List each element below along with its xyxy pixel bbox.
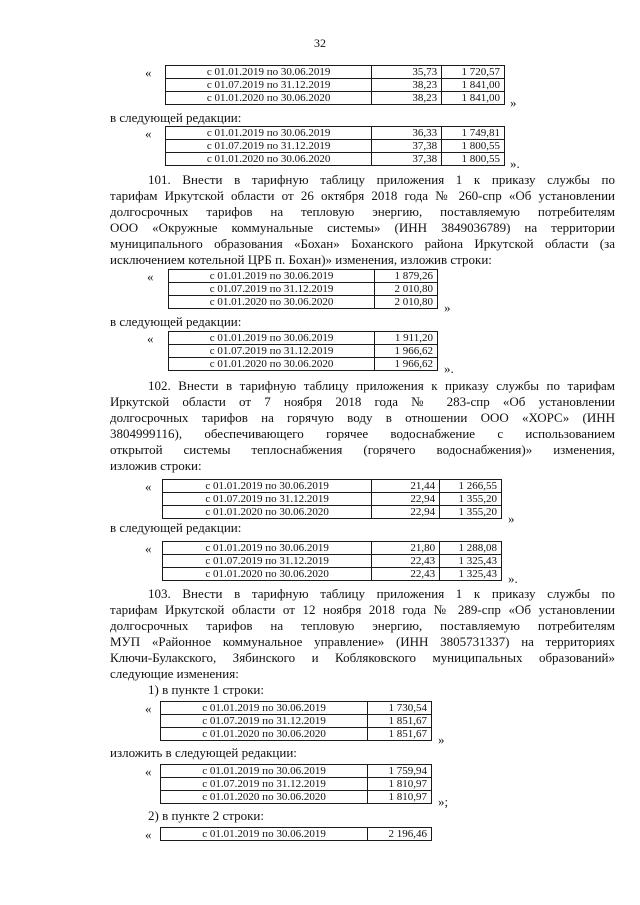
period-cell: с 01.01.2019 по 30.06.2019	[161, 702, 368, 715]
period-cell: с 01.01.2020 по 30.06.2020	[161, 791, 368, 804]
period-cell: с 01.01.2019 по 30.06.2019	[163, 542, 372, 555]
value-cell: 38,23	[372, 92, 442, 105]
item-103-line-4: МУП «Районное коммунальное управление» (ИНН 3805731337) на территориях	[110, 634, 615, 649]
value-cell: 1 288,08	[440, 542, 502, 555]
table-row	[163, 568, 502, 581]
table-row	[166, 140, 505, 153]
close-quote: ».	[508, 571, 518, 586]
open-quote: «	[145, 764, 152, 779]
tariff-table-2-new	[168, 331, 438, 371]
value-cell: 2 010,80	[375, 283, 438, 296]
table-row	[169, 283, 438, 296]
open-quote: «	[145, 479, 152, 494]
period-cell: с 01.01.2020 по 30.06.2020	[166, 153, 372, 166]
value-cell: 22,43	[372, 555, 440, 568]
point-1-label: 1) в пункте 1 строки:	[148, 682, 264, 697]
value-cell: 1 759,94	[368, 765, 432, 778]
value-cell: 1 355,20	[440, 506, 502, 519]
period-cell: с 01.01.2019 по 30.06.2019	[161, 828, 368, 841]
open-quote: «	[145, 827, 152, 842]
table-row	[161, 702, 432, 715]
open-quote: «	[145, 126, 152, 141]
item-101-line-5: муниципального образования «Бохан» Боханского района Иркутской области (за	[110, 236, 615, 251]
table-row	[169, 345, 438, 358]
value-cell: 1 720,57	[442, 66, 505, 79]
period-cell: с 01.07.2019 по 31.12.2019	[166, 79, 372, 92]
value-cell: 2 196,46	[368, 828, 432, 841]
open-quote: «	[147, 269, 154, 284]
open-quote: «	[145, 701, 152, 716]
item-102-line-6: изложив строки:	[110, 458, 202, 473]
item-101-line-4: ООО «Окружные коммунальные системы» (ИНН 3849036789) на территории	[110, 220, 615, 235]
item-101-line-1: 101. Внести в тарифную таблицу приложения 1 к приказу службы по	[148, 172, 615, 187]
table-row	[169, 332, 438, 345]
redaction-label: в следующей редакции:	[110, 110, 242, 125]
item-103-line-6: следующие изменения:	[110, 666, 239, 681]
table-row	[163, 542, 502, 555]
period-cell: с 01.01.2019 по 30.06.2019	[166, 66, 372, 79]
period-cell: с 01.01.2020 по 30.06.2020	[169, 296, 375, 309]
period-cell: с 01.01.2019 по 30.06.2019	[161, 765, 368, 778]
item-102-line-2: Иркутской области от 7 ноября 2018 года № 283-спр «Об установлении	[110, 394, 615, 409]
period-cell: с 01.01.2020 по 30.06.2020	[163, 568, 372, 581]
item-102-line-5: открытой системы теплоснабжения (горячего водоснабжения)» изменения,	[110, 442, 615, 457]
value-cell: 37,38	[372, 140, 442, 153]
open-quote: «	[145, 541, 152, 556]
value-cell: 1 851,67	[368, 715, 432, 728]
tariff-table-5-old	[160, 827, 432, 841]
table-row	[161, 828, 432, 841]
value-cell: 38,23	[372, 79, 442, 92]
item-101-line-3: долгосрочных тарифов на тепловую энергию, поставляемую потребителям	[110, 204, 615, 219]
period-cell: с 01.07.2019 по 31.12.2019	[163, 555, 372, 568]
item-101-line-6: исключением котельной ЦРБ п. Бохан)» изменения, изложив строки:	[110, 252, 492, 267]
close-quote: »	[510, 95, 517, 110]
value-cell: 1 355,20	[440, 493, 502, 506]
tariff-table-2-old	[168, 269, 438, 309]
value-cell: 22,94	[372, 493, 440, 506]
tariff-table-1-old	[165, 65, 505, 105]
item-103-line-3: долгосрочных тарифов на тепловую энергию, поставляемую потребителям	[110, 618, 615, 633]
tariff-table-1-new	[165, 126, 505, 166]
value-cell: 2 010,80	[375, 296, 438, 309]
table-row	[169, 296, 438, 309]
table-row	[161, 715, 432, 728]
open-quote: «	[147, 331, 154, 346]
period-cell: с 01.01.2019 по 30.06.2019	[169, 270, 375, 283]
period-cell: с 01.07.2019 по 31.12.2019	[161, 715, 368, 728]
period-cell: с 01.01.2020 по 30.06.2020	[166, 92, 372, 105]
value-cell: 1 800,55	[442, 140, 505, 153]
value-cell: 1 730,54	[368, 702, 432, 715]
close-quote: »	[508, 511, 515, 526]
point-2-label: 2) в пункте 2 строки:	[148, 808, 264, 823]
period-cell: с 01.01.2019 по 30.06.2019	[169, 332, 375, 345]
period-cell: с 01.07.2019 по 31.12.2019	[169, 345, 375, 358]
value-cell: 36,33	[372, 127, 442, 140]
table-row	[166, 79, 505, 92]
value-cell: 1 841,00	[442, 92, 505, 105]
table-row	[163, 506, 502, 519]
value-cell: 37,38	[372, 153, 442, 166]
table-row	[161, 765, 432, 778]
close-quote: ».	[444, 361, 454, 376]
close-quote: »;	[438, 794, 449, 809]
period-cell: с 01.01.2020 по 30.06.2020	[169, 358, 375, 371]
period-cell: с 01.01.2019 по 30.06.2019	[166, 127, 372, 140]
value-cell: 1 325,43	[440, 568, 502, 581]
tariff-table-4-new	[160, 764, 432, 804]
close-quote: »	[444, 300, 451, 315]
period-cell: с 01.07.2019 по 31.12.2019	[169, 283, 375, 296]
value-cell: 21,80	[372, 542, 440, 555]
item-102-line-4: 3804999116), обеспечивающего горячее водоснабжение с использованием	[110, 426, 615, 441]
value-cell: 1 325,43	[440, 555, 502, 568]
tariff-table-3-old	[162, 479, 502, 519]
item-102-line-3: долгосрочных тарифов на горячую воду в отношении ООО «ХОРС» (ИНН	[110, 410, 615, 425]
table-row	[166, 92, 505, 105]
period-cell: с 01.01.2020 по 30.06.2020	[161, 728, 368, 741]
table-row	[166, 66, 505, 79]
item-103-line-2: тарифам Иркутской области от 12 ноября 2018 года № 289-спр «Об установлении	[110, 602, 615, 617]
value-cell: 1 266,55	[440, 480, 502, 493]
value-cell: 1 911,20	[375, 332, 438, 345]
close-quote: ».	[510, 156, 520, 171]
item-101-line-2: тарифам Иркутской области от 26 октября 2018 года № 260-спр «Об установлении	[110, 188, 615, 203]
value-cell: 1 966,62	[375, 358, 438, 371]
table-row	[166, 127, 505, 140]
redaction-label: в следующей редакции:	[110, 520, 242, 535]
item-103-line-1: 103. Внести в тарифную таблицу приложения 1 к приказу службы по	[148, 586, 615, 601]
open-quote: «	[145, 65, 152, 80]
page-number: 32	[314, 36, 326, 50]
value-cell: 1 810,97	[368, 778, 432, 791]
period-cell: с 01.01.2020 по 30.06.2020	[163, 506, 372, 519]
value-cell: 1 800,55	[442, 153, 505, 166]
redaction-label: в следующей редакции:	[110, 314, 242, 329]
value-cell: 1 966,62	[375, 345, 438, 358]
table-row	[163, 493, 502, 506]
value-cell: 1 841,00	[442, 79, 505, 92]
table-row	[161, 778, 432, 791]
value-cell: 1 851,67	[368, 728, 432, 741]
table-row	[163, 480, 502, 493]
period-cell: с 01.07.2019 по 31.12.2019	[163, 493, 372, 506]
value-cell: 21,44	[372, 480, 440, 493]
period-cell: с 01.01.2019 по 30.06.2019	[163, 480, 372, 493]
value-cell: 1 810,97	[368, 791, 432, 804]
table-row	[169, 270, 438, 283]
table-row	[166, 153, 505, 166]
item-102-line-1: 102. Внести в тарифную таблицу приложения к приказу службы по тарифам	[148, 378, 615, 393]
table-row	[169, 358, 438, 371]
value-cell: 1 879,26	[375, 270, 438, 283]
value-cell: 1 749,81	[442, 127, 505, 140]
table-row	[161, 728, 432, 741]
period-cell: с 01.07.2019 по 31.12.2019	[161, 778, 368, 791]
period-cell: с 01.07.2019 по 31.12.2019	[166, 140, 372, 153]
close-quote: »	[438, 732, 445, 747]
value-cell: 22,43	[372, 568, 440, 581]
value-cell: 35,73	[372, 66, 442, 79]
tariff-table-3-new	[162, 541, 502, 581]
value-cell: 22,94	[372, 506, 440, 519]
item-103-line-5: Ключи-Булакского, Зябинского и Кобляковского муниципальных образований»	[110, 650, 615, 665]
table-row	[163, 555, 502, 568]
tariff-table-4-old	[160, 701, 432, 741]
table-row	[161, 791, 432, 804]
redaction-label: изложить в следующей редакции:	[110, 745, 297, 760]
